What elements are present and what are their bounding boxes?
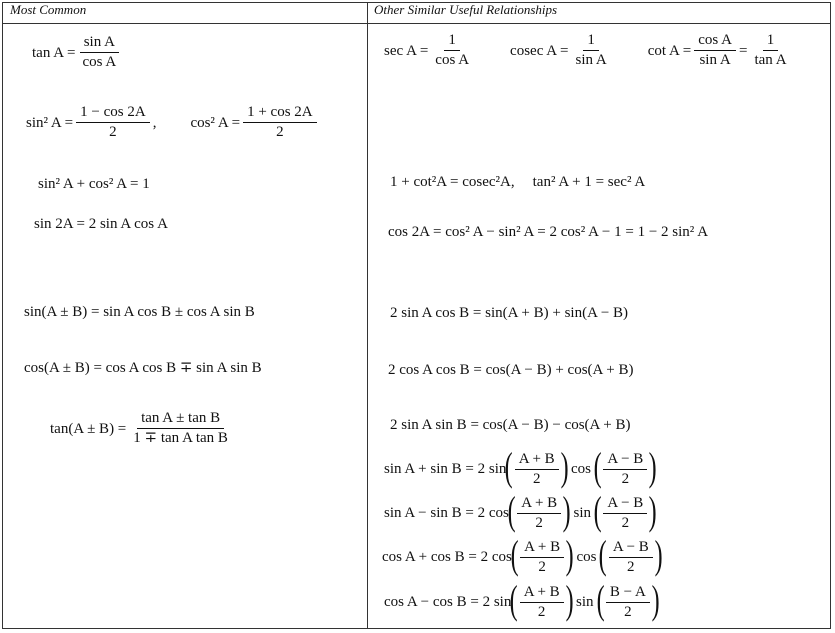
formula-pythagorean: sin² A + cos² A = 1 bbox=[38, 176, 150, 192]
formula-product-cos-cos: 2 cos A cos B = cos(A − B) + cos(A + B) bbox=[388, 362, 634, 378]
header-most-common: Most Common bbox=[10, 2, 87, 17]
column-divider bbox=[367, 3, 368, 628]
formula-cos-sum: cos(A ± B) = cos A cos B ∓ sin A sin B bbox=[24, 360, 262, 376]
formula-diff-cos-cos: cos A − cos B = 2 sin ( A + B 2 ) sin ( B − A 2 ) bbox=[384, 577, 660, 622]
formula-sin-sum: sin(A ± B) = sin A cos B ± cos A sin B bbox=[24, 304, 255, 320]
formula-sin-squared: sin² A = $\frac{1 - \cos 2A}{2}$ , cos² A = $\frac{1 + \cos 2A}{2}$ bbox=[26, 104, 320, 141]
formula-sin-double: sin 2A = 2 sin A cos A bbox=[34, 216, 168, 232]
formula-pythagorean-variants: 1 + cot²A = cosec²A, tan² A + 1 = sec² A bbox=[390, 174, 646, 190]
formula-product-sin-sin: 2 sin A sin B = cos(A − B) − cos(A + B) bbox=[390, 417, 631, 433]
formula-product-sin-cos: 2 sin A cos B = sin(A + B) + sin(A − B) bbox=[390, 305, 629, 321]
header-other-relationships: Other Similar Useful Relationships bbox=[374, 2, 558, 17]
formula-sum-sin-sin: sin A + sin B = 2 sin ( A + B 2 ) cos ( A − B 2 ) bbox=[384, 444, 657, 489]
formula-tan-sum: tan(A ± B) = $\frac{\text{tan A ± tan B}}{\text{1 ∓ tan A tan B}}$ bbox=[50, 410, 228, 446]
formula-cos-double: cos 2A = cos² A − sin² A = 2 cos² A − 1 = 1 − 2 sin² A bbox=[388, 224, 709, 240]
formula-tan: tan A = $\frac{\text{sin A}}{\text{cos A}}$ bbox=[32, 34, 123, 71]
header-divider bbox=[3, 23, 830, 24]
formula-sec-cosec-cot: sec A = $\frac{1}{\text{cos A}}$ cosec A = $\frac{1}{\text{sin A}}$ cot A = $\frac{\text{cos A}}{\text{sin A}}$ = $\frac{1}{\text{tan A}}$ bbox=[384, 32, 787, 68]
formula-diff-sin-sin: sin A − sin B = 2 cos ( A + B 2 ) sin ( A − B 2 ) bbox=[384, 488, 657, 533]
formula-sum-cos-cos: cos A + cos B = 2 cos ( A + B 2 ) cos ( A − B 2 ) bbox=[382, 532, 663, 577]
